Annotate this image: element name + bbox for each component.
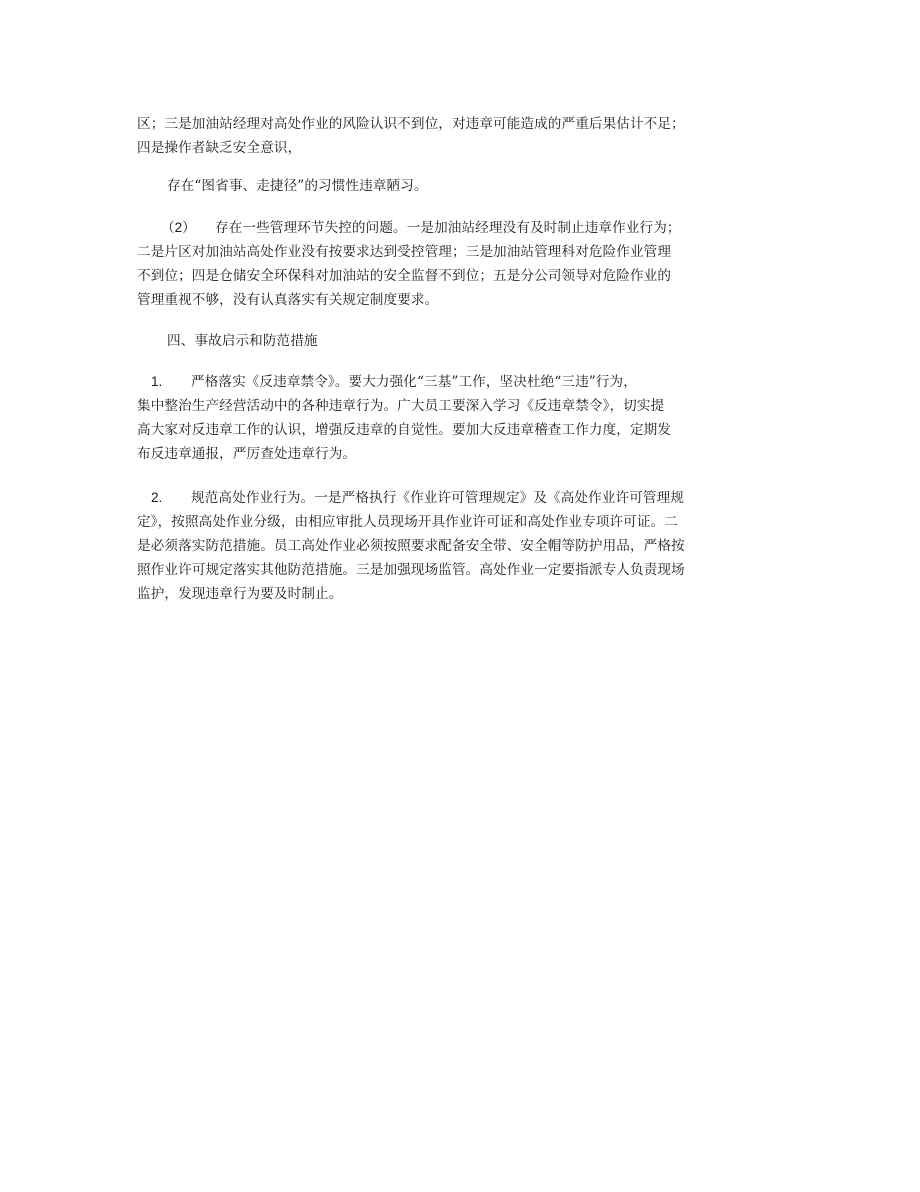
item-2-line-2: 定》，按照高处作业分级，由相应审批人员现场开具作业许可证和高处作业专项许可证。二 [137,514,678,530]
paragraph-1-line-2: 四是操作者缺乏安全意识， [137,140,302,156]
item-1-marker: 1. [151,374,163,389]
paragraph-1-line-1: 区；三是加油站经理对高处作业的风险认识不到位，对违章可能造成的严重后果估计不足； [137,116,685,132]
paragraph-3-line-3: 不到位；四是仓储安全环保科对加油站的安全监督不到位；五是分公司领导对危险作业的 [137,268,672,284]
paragraph-3-marker: （2） [161,220,196,235]
paragraph-3-line-4: 管理重视不够，没有认真落实有关规定制度要求。 [137,292,439,308]
item-2-line-3: 是必须落实防范措施。员工高处作业必须按照要求配备安全带、安全帽等防护用品，严格按 [137,538,685,554]
paragraph-3-line-2: 二是片区对加油站高处作业没有按要求达到受控管理；三是加油站管理科对危险作业管理 [137,244,672,260]
item-2-line-4: 照作业许可规定落实其他防范措施。三是加强现场监管。高处作业一定要指派专人负责现场 [137,562,685,578]
item-1-line-4: 布反违章通报，严厉查处违章行为。 [137,446,357,462]
item-1-line-3: 高大家对反违章工作的认识，增强反违章的自觉性。要加大反违章稽查工作力度，定期发 [137,422,672,438]
item-1-line-2: 集中整治生产经营活动中的各种违章行为。广大员工要深入学习《反违章禁令》，切实提 [137,398,665,414]
section-heading: 四、事故启示和防范措施 [167,333,318,349]
item-1-line-1: 严格落实《反违章禁令》。要大力强化“三基”工作，坚决杜绝“三违”行为， [191,374,637,390]
item-2-marker: 2. [151,490,163,505]
item-2-line-5: 监护，发现违章行为要及时制止。 [137,586,343,602]
paragraph-3-line-1: 存在一些管理环节失控的问题。一是加油站经理没有及时制止违章作业行为； [215,220,681,236]
paragraph-2: 存在“图省事、走捷径”的习惯性违章陋习。 [167,178,428,194]
item-2-line-1: 规范高处作业行为。一是严格执行《作业许可管理规定》及《高处作业许可管理规 [191,490,684,506]
